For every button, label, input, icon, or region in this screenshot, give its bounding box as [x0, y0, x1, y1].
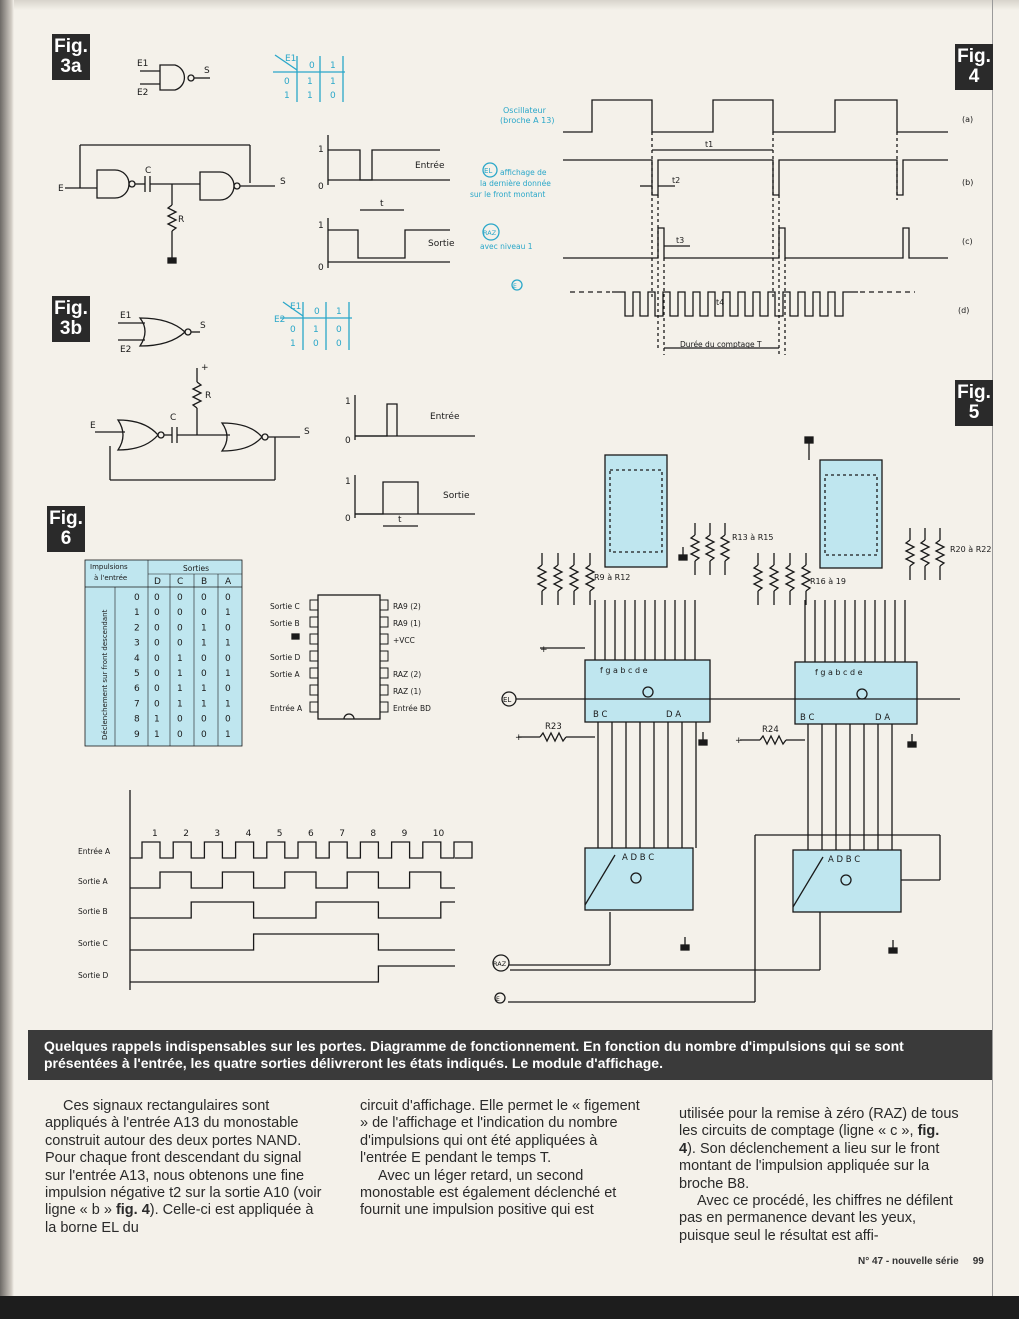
svg-text:D A: D A — [666, 710, 682, 720]
svg-text:D A: D A — [875, 713, 891, 723]
svg-text:1: 1 — [330, 77, 336, 87]
col1-text-a: Ces signaux rectangulaires sont appliqués à l'entrée A13 du monostable construit autour des deux portes NAND. Pour chaque front descendant du signal sur l'entrée A13, nous obtenons une fine impulsion négative t2 sur la sortie A10 (voir ligne « b » — [45, 1098, 322, 1219]
svg-text:R20 à R22: R20 à R22 — [950, 545, 992, 554]
body-column-2 — [360, 1098, 640, 1220]
timing-label: Sortie A — [78, 877, 108, 886]
table-cell-output: 0 — [177, 729, 183, 740]
table-cell-output: 1 — [177, 669, 183, 679]
fig3b-monostable-circuit — [90, 363, 310, 480]
svg-text:R13 à R15: R13 à R15 — [732, 533, 774, 542]
fig-5-label: Fig. 5 — [955, 380, 993, 426]
svg-text:Déclenchement sur front descen: Déclenchement sur front descendant — [101, 609, 109, 740]
pin-label-right: RA9 (2) — [393, 602, 421, 611]
svg-text:0: 0 — [318, 182, 324, 192]
timing-label: Sortie C — [78, 939, 108, 948]
col2-paragraph-1: circuit d'affichage. Elle permet le « figement » de l'affichage et l'indication du nombre d'impulsions qui ont été appliquées à l'entrée E pendant le temps T. — [360, 1098, 640, 1167]
svg-text:(c): (c) — [962, 237, 973, 246]
pin-label-left: Sortie D — [270, 653, 301, 662]
col1-text-b: ). Celle-ci est appliquée à la borne EL du — [45, 1202, 314, 1236]
table-cell-output: 0 — [225, 684, 231, 695]
table-cell-output: 0 — [154, 684, 160, 695]
pulse-number: 9 — [401, 829, 408, 839]
table-cell-output: 1 — [225, 669, 231, 679]
svg-text:Entrée: Entrée — [415, 161, 445, 171]
fig-3a-label: Fig. 3a — [52, 34, 90, 80]
table-header-cell: C — [177, 577, 184, 587]
svg-text:0: 0 — [345, 514, 351, 524]
svg-text:R: R — [205, 391, 212, 401]
fig3a-nand-symbol — [137, 59, 210, 98]
table-cell-output: 1 — [177, 684, 183, 695]
table-cell-output: 0 — [177, 623, 183, 634]
table-header-cell: D — [154, 577, 161, 587]
svg-text:+: + — [540, 645, 548, 655]
svg-text:E2: E2 — [137, 88, 149, 98]
col3-text-b: ). Son déclenchement a lieu sur le front montant de l'impulsion appliquée sur la broche B8. — [679, 1140, 940, 1192]
svg-text:(a): (a) — [962, 115, 974, 124]
svg-text:(d): (d) — [958, 306, 970, 315]
table-cell-output: 0 — [225, 653, 231, 664]
waveform-sortie — [130, 966, 455, 982]
col2-paragraph-2: Avec un léger retard, un second monostable est également déclenché et fournit une impulsion positive qui est — [360, 1167, 617, 1219]
table-cell-output: 1 — [201, 699, 207, 710]
svg-text:t1: t1 — [705, 140, 714, 149]
fig6-ic-pinout — [270, 595, 431, 719]
table-cell-output: 0 — [177, 638, 183, 649]
svg-text:Sorties: Sorties — [183, 564, 209, 573]
table-cell-output: 0 — [201, 669, 207, 679]
table-cell-output: 0 — [201, 729, 207, 740]
table-cell-output: 0 — [154, 593, 160, 603]
svg-text:E1: E1 — [290, 302, 302, 312]
pulse-number: 1 — [152, 829, 158, 839]
pulse-number: 6 — [308, 829, 314, 839]
svg-text:RAZ: RAZ — [483, 229, 497, 237]
svg-text:A D B C: A D B C — [828, 855, 861, 865]
page-number: 99 — [972, 1256, 984, 1267]
fig3b-timing — [345, 395, 475, 526]
waveform-sortie — [130, 902, 455, 918]
svg-text:R23: R23 — [545, 722, 562, 732]
svg-text:E1: E1 — [137, 59, 149, 69]
svg-text:0: 0 — [345, 436, 351, 446]
table-cell-pulses: 1 — [134, 608, 140, 619]
svg-text:+: + — [515, 733, 523, 743]
svg-text:1: 1 — [330, 61, 336, 71]
pin-label-right: RAZ (1) — [393, 687, 422, 696]
fig3b-truth-table — [274, 302, 352, 350]
svg-text:0: 0 — [290, 325, 296, 335]
svg-text:t: t — [398, 515, 402, 525]
svg-text:1: 1 — [336, 307, 342, 317]
svg-text:E: E — [90, 421, 96, 431]
svg-text:t2: t2 — [672, 176, 681, 185]
fig6-truth-table — [85, 560, 242, 746]
col3-text-a: utilisée pour la remise à zéro (RAZ) de tous les circuits de comptage (ligne « c », — [679, 1106, 959, 1140]
svg-text:0: 0 — [284, 77, 290, 87]
table-cell-output: 1 — [201, 684, 207, 695]
svg-text:1: 1 — [345, 397, 351, 407]
svg-text:B C: B C — [593, 710, 608, 720]
svg-text:1: 1 — [307, 77, 313, 87]
table-cell-output: 0 — [177, 593, 183, 603]
table-cell-output: 0 — [201, 714, 207, 725]
table-header-cell: B — [201, 577, 208, 587]
svg-text:0: 0 — [336, 325, 342, 335]
pulse-number: 8 — [370, 829, 377, 839]
svg-text:0: 0 — [314, 307, 320, 317]
page-bottom-edge — [0, 1296, 1019, 1319]
svg-text:R9 à R12: R9 à R12 — [594, 573, 631, 582]
fig3a-truth-table — [273, 54, 345, 102]
svg-text:(broche A 13): (broche A 13) — [500, 116, 555, 125]
svg-text:0: 0 — [330, 91, 336, 101]
svg-text:R16 à 19: R16 à 19 — [810, 577, 846, 586]
table-cell-output: 0 — [201, 653, 207, 664]
waveform-sortie — [130, 872, 455, 888]
fig-3b-label: Fig. 3b — [52, 296, 90, 342]
table-cell-pulses: 2 — [134, 623, 140, 634]
pin-label-left: Sortie C — [270, 602, 300, 611]
svg-text:E: E — [496, 996, 500, 1003]
svg-text:1: 1 — [284, 91, 290, 101]
table-cell-output: 0 — [177, 608, 183, 619]
svg-text:1: 1 — [318, 145, 324, 155]
table-cell-pulses: 3 — [134, 638, 140, 649]
svg-text:f g a b c d e: f g a b c d e — [815, 668, 863, 677]
svg-text:sur le front montant: sur le front montant — [470, 190, 546, 199]
svg-text:+: + — [735, 736, 743, 746]
svg-text:Oscillateur: Oscillateur — [503, 106, 546, 115]
table-cell-output: 1 — [201, 638, 207, 649]
figure-caption: Quelques rappels indispensables sur les portes. Diagramme de fonctionnement. En fonction du nombre d'impulsions qui se sont présentées à l'entrée, les quatre sorties délivreront les états indiqués. Le module d'affichage. — [28, 1030, 992, 1080]
svg-text:B C: B C — [800, 713, 815, 723]
table-cell-pulses: 7 — [134, 699, 140, 710]
table-cell-output: 0 — [154, 623, 160, 634]
svg-text:1: 1 — [290, 339, 296, 349]
table-cell-output: 0 — [201, 608, 207, 619]
svg-text:RAZ: RAZ — [493, 960, 507, 968]
table-cell-pulses: 6 — [134, 684, 140, 695]
svg-text:t: t — [380, 199, 384, 209]
pulse-number: 2 — [183, 829, 189, 839]
table-cell-output: 0 — [225, 623, 231, 634]
fig3a-monostable-circuit — [58, 145, 286, 263]
pulse-number: 5 — [276, 829, 283, 839]
svg-text:R: R — [178, 215, 185, 225]
table-cell-pulses: 9 — [134, 729, 140, 740]
svg-text:0: 0 — [313, 339, 319, 349]
svg-text:EL: EL — [484, 167, 493, 175]
fig3b-nor-symbol — [118, 311, 206, 355]
table-cell-output: 1 — [201, 623, 207, 634]
svg-text:C: C — [145, 166, 152, 176]
svg-text:Sortie: Sortie — [428, 239, 455, 249]
waveform-entree-a — [130, 842, 472, 858]
table-cell-output: 0 — [154, 653, 160, 664]
pin-label-right: Entrée BD — [393, 704, 431, 713]
timing-label: Sortie B — [78, 907, 108, 916]
fig5-display-module — [493, 437, 991, 1003]
table-cell-output: 0 — [225, 714, 231, 725]
table-cell-output: 1 — [225, 638, 231, 649]
table-cell-output: 1 — [225, 608, 231, 619]
pin-label-left: Sortie B — [270, 619, 300, 628]
svg-text:E1: E1 — [120, 311, 132, 321]
table-cell-output: 0 — [177, 714, 183, 725]
timing-label: Sortie D — [78, 971, 109, 980]
fig-4-label: Fig. 4 — [955, 44, 993, 90]
svg-text:EL: EL — [503, 696, 512, 704]
svg-text:E2: E2 — [274, 315, 286, 325]
table-cell-pulses: 8 — [134, 714, 140, 725]
table-cell-output: 1 — [154, 714, 160, 725]
pulse-number: 3 — [214, 829, 221, 839]
table-cell-output: 0 — [201, 593, 207, 603]
pin-label-right: RA9 (1) — [393, 619, 421, 628]
fig4-reference: fig. 4 — [115, 1202, 150, 1219]
fig-6-label: Fig. 6 — [47, 506, 85, 552]
table-cell-output: 1 — [177, 653, 183, 664]
svg-text:la dernière donnée: la dernière donnée — [480, 179, 551, 188]
table-cell-output: 1 — [154, 729, 160, 740]
table-cell-pulses: 4 — [134, 653, 140, 664]
table-cell-output: 0 — [154, 638, 160, 649]
svg-text:1: 1 — [318, 221, 324, 231]
svg-text:S: S — [204, 66, 210, 76]
svg-text:E: E — [513, 283, 517, 290]
fig3a-timing — [318, 135, 455, 273]
table-cell-output: 1 — [225, 729, 231, 740]
waveform-sortie — [130, 934, 455, 950]
svg-text:+: + — [201, 363, 209, 373]
table-cell-pulses: 0 — [134, 593, 140, 603]
svg-text:S: S — [304, 427, 310, 437]
svg-text:1: 1 — [313, 325, 319, 335]
svg-text:Sortie: Sortie — [443, 491, 470, 501]
svg-text:t4: t4 — [716, 298, 725, 307]
svg-text:avec niveau 1: avec niveau 1 — [480, 242, 533, 251]
svg-text:R24: R24 — [762, 725, 779, 735]
table-cell-output: 0 — [154, 669, 160, 679]
svg-text:S: S — [280, 177, 286, 187]
table-cell-output: 0 — [154, 699, 160, 710]
pin-label-right: +VCC — [393, 636, 415, 645]
svg-text:S: S — [200, 321, 206, 331]
svg-text:1: 1 — [307, 91, 313, 101]
table-cell-output: 1 — [225, 699, 231, 710]
col3-paragraph-2: Avec ce procédé, les chiffres ne défilent pas en permanence devant les yeux, puisque seul le résultat est affi- — [679, 1193, 953, 1244]
svg-text:0: 0 — [309, 61, 315, 71]
svg-text:E2: E2 — [120, 345, 132, 355]
body-column-1 — [45, 1098, 323, 1237]
svg-text:t3: t3 — [676, 236, 685, 245]
page-folio — [858, 1256, 984, 1267]
fig4-timing-diagram — [470, 100, 973, 355]
table-cell-output: 0 — [225, 593, 231, 603]
svg-text:(b): (b) — [962, 178, 974, 187]
fig6-timing — [78, 790, 472, 990]
pulse-number: 4 — [245, 829, 252, 839]
pin-label-right: RAZ (2) — [393, 670, 422, 679]
body-column-3 — [679, 1106, 959, 1245]
table-cell-output: 1 — [177, 699, 183, 710]
pin-label-left: Sortie A — [270, 670, 300, 679]
svg-text:Durée du comptage T: Durée du comptage T — [680, 340, 762, 349]
svg-text:0: 0 — [336, 339, 342, 349]
table-header-cell: A — [225, 577, 232, 587]
pulse-number: 7 — [339, 829, 345, 839]
table-cell-output: 0 — [154, 608, 160, 619]
svg-text:Entrée: Entrée — [430, 412, 460, 422]
svg-text:E: E — [58, 184, 64, 194]
svg-text:à l'entrée: à l'entrée — [94, 574, 128, 582]
issue-number: N° 47 - nouvelle série — [858, 1256, 959, 1267]
svg-text:f g a b c d e: f g a b c d e — [600, 666, 648, 675]
fig4-reference-2: fig. 4 — [679, 1123, 940, 1157]
svg-text:affichage de: affichage de — [500, 168, 547, 177]
svg-text:0: 0 — [318, 263, 324, 273]
svg-text:A D B C: A D B C — [622, 853, 655, 863]
svg-text:Impulsions: Impulsions — [90, 563, 128, 571]
pin-label-left: Entrée A — [270, 704, 303, 713]
pulse-number: 10 — [432, 829, 445, 839]
timing-label: Entrée A — [78, 847, 111, 856]
svg-text:E1: E1 — [285, 54, 297, 64]
svg-text:C: C — [170, 413, 177, 423]
svg-text:1: 1 — [345, 477, 351, 487]
table-cell-pulses: 5 — [134, 669, 140, 679]
